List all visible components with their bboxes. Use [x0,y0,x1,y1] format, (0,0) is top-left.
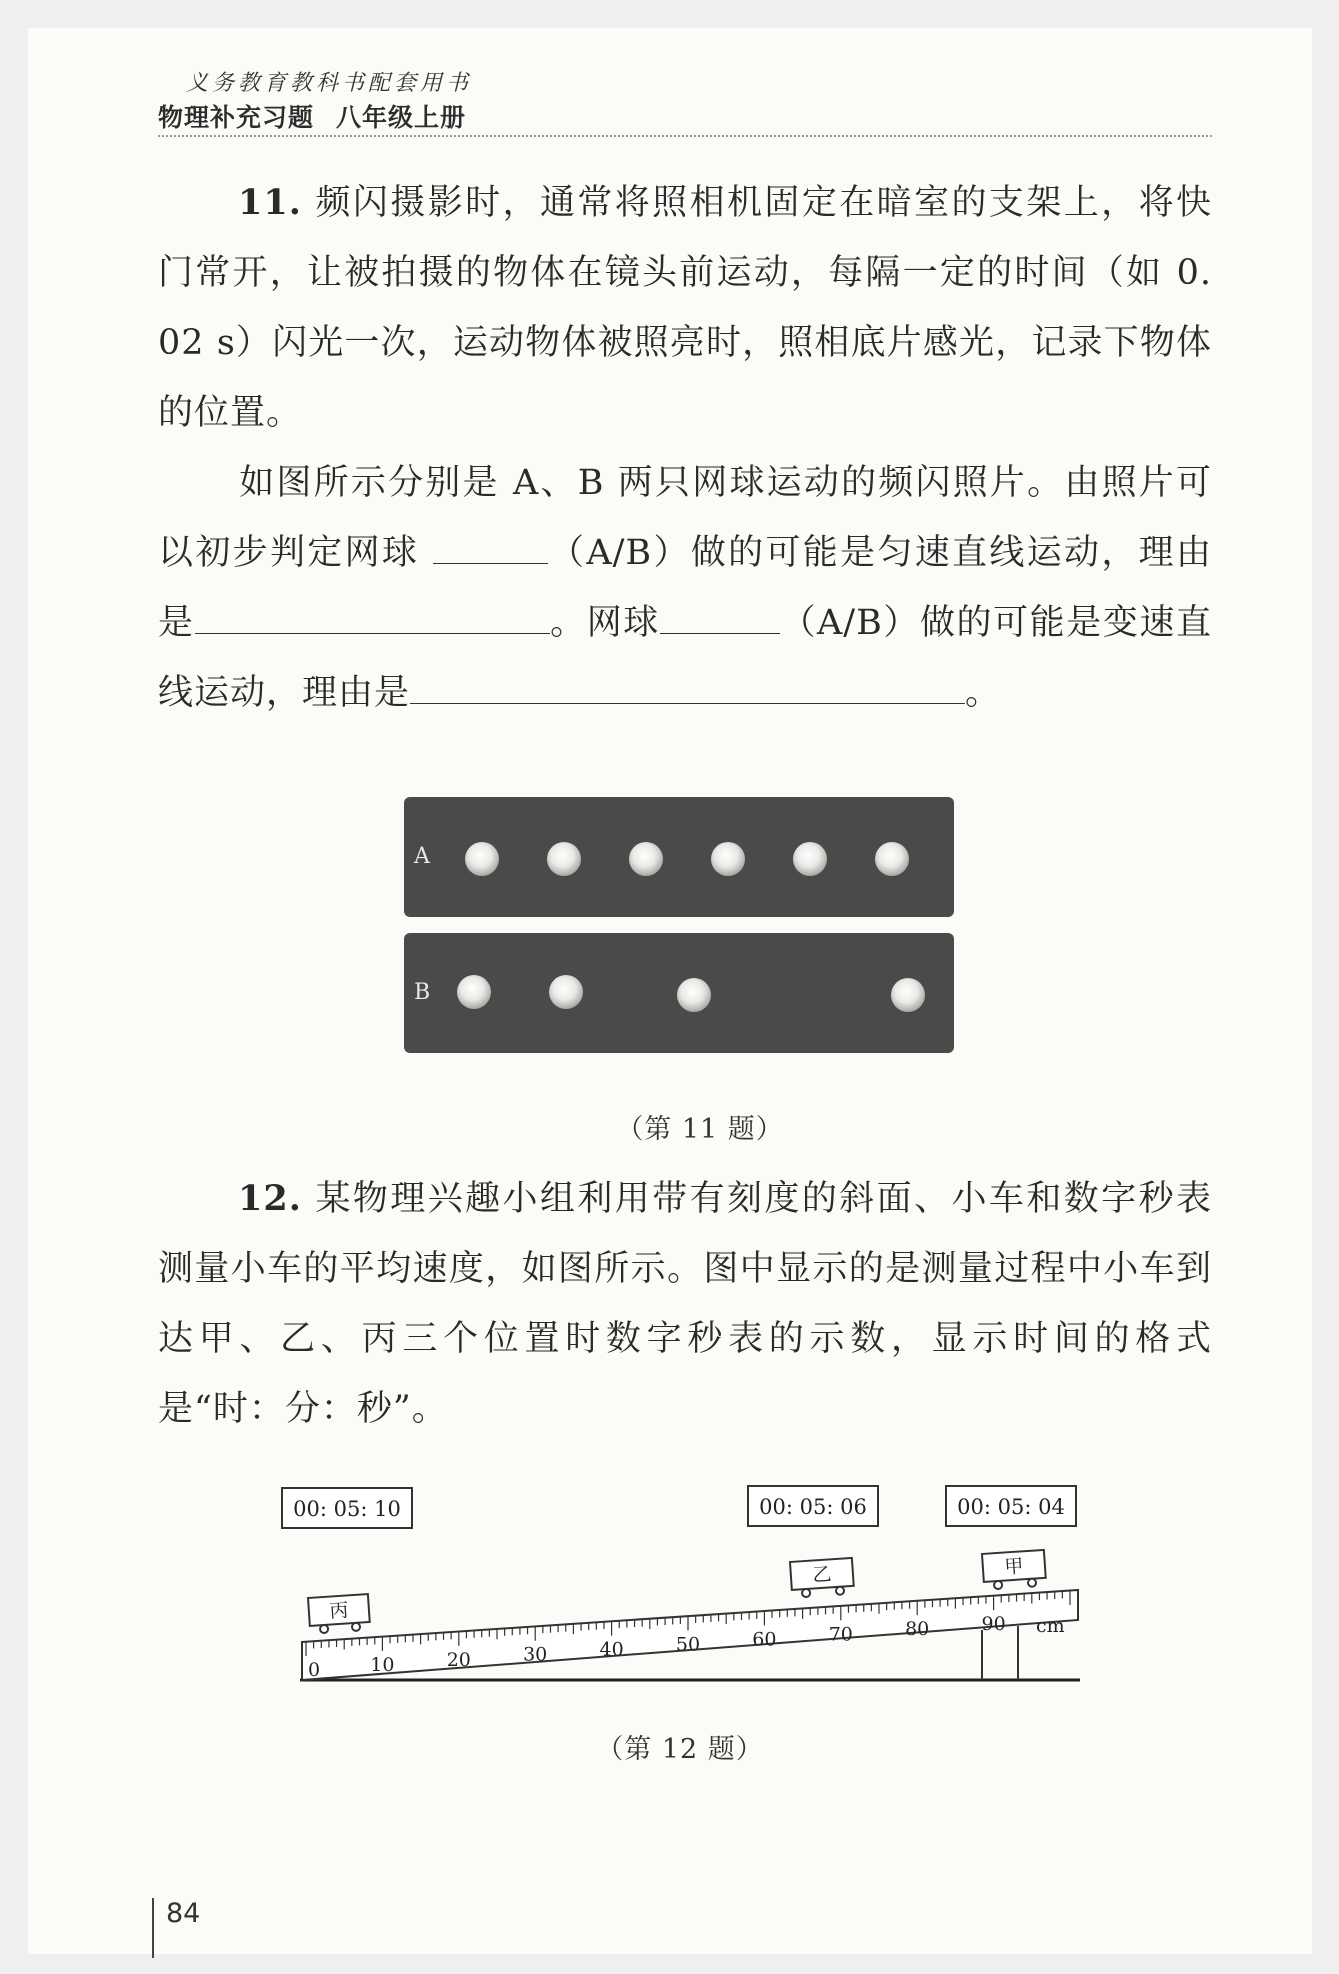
ball-b-1 [457,975,491,1009]
ball-a-2 [547,842,581,876]
ruler-label: 60 [752,1628,777,1651]
header-divider [158,135,1212,137]
answer-blank-2[interactable] [195,601,550,634]
answer-blank-3[interactable] [660,601,780,634]
timer-yi-value: 00: 05: 06 [759,1495,867,1519]
incline-diagram [270,1480,1090,1690]
photo-b-label: B [414,980,431,1005]
ball-a-4 [711,842,745,876]
ruler-unit: cm [1036,1615,1065,1637]
timer-jia-value: 00: 05: 04 [957,1495,1065,1519]
cart-jia [982,1550,1046,1590]
ball-b-2 [549,975,583,1009]
ruler-label: 30 [523,1643,548,1666]
strobe-photos [400,795,960,1055]
cart-yi-label: 乙 [811,1563,833,1587]
q11-caption: （第 11 题） [616,1114,784,1145]
q12-number: 12. [238,1178,302,1219]
photo-a-label: A [414,844,430,869]
book-title: 物理补充习题 [158,103,315,132]
cart-bing [308,1594,370,1634]
ball-a-6 [875,842,909,876]
ball-b-3 [677,978,711,1012]
answer-blank-1[interactable] [433,531,548,564]
q12-text: 某物理兴趣小组利用带有刻度的斜面、小车和数字秒表测量小车的平均速度，如图所示。图中显示的是测量过程中小车到达甲、乙、丙三个位置时数字秒表的示数，显示时间的格式是“时：分：秒”。 [158,1179,1212,1429]
ball-a-5 [793,842,827,876]
ruler-label: 80 [905,1618,930,1641]
q12-paragraph [158,1164,1212,1444]
cart-bing-label: 丙 [328,1599,350,1623]
ruler-label: 90 [981,1613,1006,1636]
ruler-label: 40 [599,1638,624,1661]
ruler-label: 20 [446,1648,471,1671]
ruler-label: 10 [370,1653,395,1676]
ruler-label: 0 [308,1659,321,1681]
grade-label: 八年级上册 [336,103,467,132]
ball-a-3 [629,842,663,876]
timer-bing-value: 00: 05: 10 [293,1497,401,1521]
cart-jia-label: 甲 [1003,1555,1025,1579]
page-number-bar [152,1898,154,1958]
cart-yi [790,1558,854,1598]
ruler-label: 70 [828,1623,853,1646]
q11-paragraph-2: 如图所示分别是 A、B 两只网球运动的频闪照片。由照片可以初步判定网球 （A/B）做的可能是匀速直线运动，理由是 。网球 （A/B）做的可能是变速直线运动，理由是 。 [158,463,1212,713]
answer-blank-4[interactable] [410,671,965,704]
ball-a-1 [465,842,499,876]
ball-b-4 [891,978,925,1012]
page-number: 84 [166,1898,201,1929]
ruler-label: 50 [675,1633,701,1656]
q11-text-1: 频闪摄影时，通常将照相机固定在暗室的支架上，将快门常开，让被拍摄的物体在镜头前运动，每隔一定的时间（如 0. 02 s）闪光一次，运动物体被照亮时，照相底片感光，记录下物体的位置。 [158,183,1212,433]
header-title [158,98,466,134]
q11-number: 11. [238,182,302,223]
q11-paragraph-1 [158,168,1212,448]
header-series: 义务教育教科书配套用书 [186,71,473,96]
q12-caption: （第 12 题） [596,1734,764,1765]
